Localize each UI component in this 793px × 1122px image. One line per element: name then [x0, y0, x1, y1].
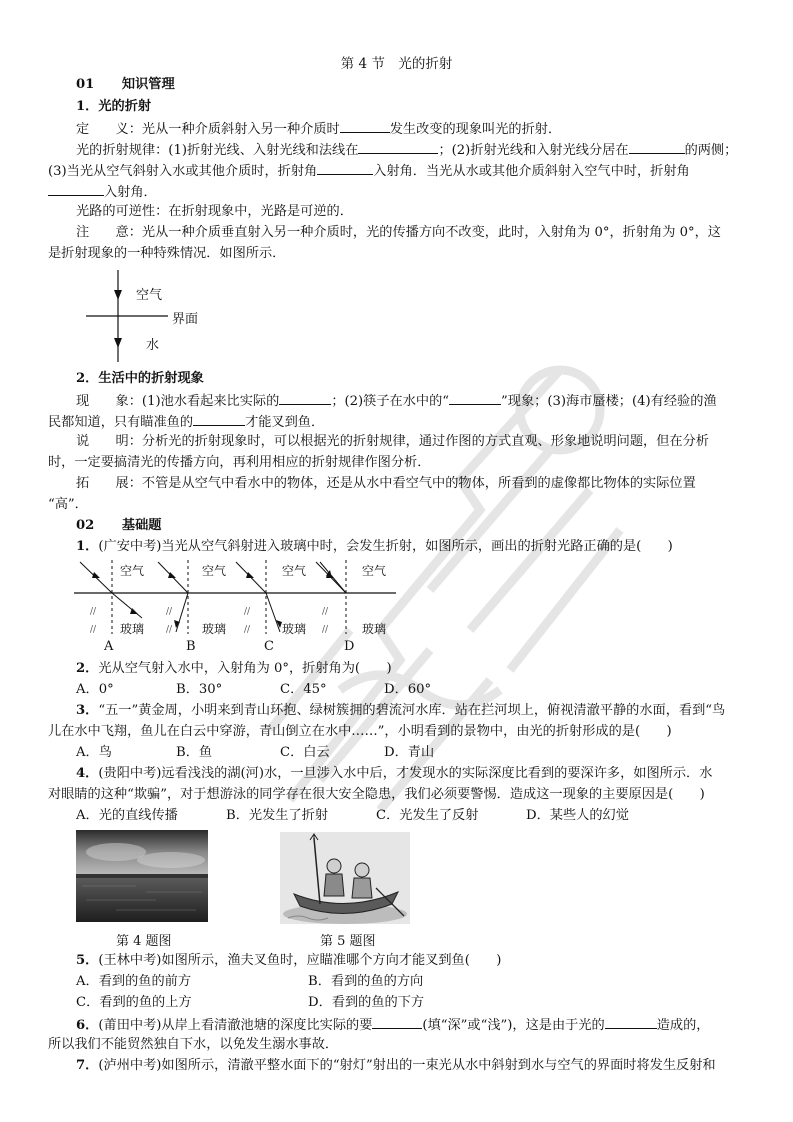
svg-text://: //: [244, 607, 251, 617]
q1-a-glass: 玻璃: [120, 622, 145, 636]
k1-law-line2: (3)当光从空气斜射入水或其他介质时，折射角 入射角．当光从水或其他介质斜射入空气中时，折射角: [48, 161, 690, 181]
q4-option-a[interactable]: A．光的直线传播: [76, 808, 178, 823]
q1-option-c[interactable]: C: [264, 639, 274, 654]
svg-text://: //: [244, 625, 251, 635]
q4-option-b[interactable]: B．光发生了折射: [226, 808, 329, 823]
svg-text://: //: [166, 625, 173, 635]
k1-note-line2: 是折射现象的一种特殊情况．如图所示．: [48, 246, 286, 261]
k1-definition: 定 义：光从一种介质斜射入另一种介质时 发生改变的现象叫光的折射．: [76, 119, 561, 139]
blank[interactable]: [317, 161, 373, 175]
k1-law-line3: 入射角．: [48, 182, 157, 202]
blank[interactable]: [372, 1015, 422, 1029]
q5-fisherman-illustration: [280, 832, 410, 924]
svg-text://: //: [90, 607, 97, 617]
q6-text-line2: 所以我们不能贸然独自下水，以免发生溺水事故．: [48, 1037, 339, 1052]
section-label: 基础题: [121, 518, 162, 533]
q1-d-air: 空气: [362, 564, 387, 578]
k2-extension-line1: 拓 展：不管是从空气中看水中的物体，还是从水中看空气中的物体，所看到的虚像都比物体的实际位置: [76, 476, 696, 491]
q1-panel-d: [316, 560, 346, 635]
blank[interactable]: [605, 1015, 657, 1029]
q4-lake-photo: [76, 830, 208, 922]
fig-label-interface: 界面: [172, 312, 199, 327]
q2-option-a[interactable]: A．0°: [76, 682, 114, 697]
q1-b-glass: 玻璃: [202, 622, 227, 636]
blank[interactable]: [48, 182, 104, 196]
q2-options: [76, 681, 431, 699]
k2-heading: 2．生活中的折射现象: [76, 371, 204, 386]
q4-option-d[interactable]: D．某些人的幻觉: [526, 808, 629, 823]
svg-text://: //: [166, 607, 173, 617]
q2-option-d[interactable]: D．60°: [384, 682, 432, 697]
k2-phenomena-line2: 民都知道，只有瞄准鱼的 才能叉到鱼．: [48, 412, 324, 432]
blank[interactable]: [358, 140, 438, 154]
q5-figure-caption: 第 5 题图: [320, 934, 376, 949]
q1-b-air: 空气: [202, 564, 227, 578]
k1-law-line1: 光的折射规律：(1)折射光线、入射光线和法线在 ；(2)折射光线和入射光线分居在 的两侧；: [76, 140, 737, 160]
q5-text: 5．(王林中考)如图所示，渔夫叉鱼时，应瞄准哪个方向才能叉到鱼( ): [76, 953, 502, 968]
q2-option-b[interactable]: B．30°: [176, 682, 223, 697]
q1-option-b[interactable]: B: [186, 639, 196, 654]
q5-options-row2: [76, 994, 424, 1012]
q2-text: 2．光从空气射入水中，入射角为 0°，折射角为( ): [76, 661, 392, 676]
q3-text-line1: 3．“五一”黄金周，小明来到青山环抱、绿树簇拥的碧流河水库．站在拦河坝上，俯视清澈平静的水面，看到“鸟: [76, 703, 726, 718]
q1-a-air: 空气: [120, 564, 145, 578]
q1-c-glass: 玻璃: [282, 622, 307, 636]
q3-option-a[interactable]: A．鸟: [76, 745, 112, 760]
q1-d-glass: 玻璃: [362, 622, 387, 636]
q5-option-b[interactable]: B．看到的鱼的方向: [308, 974, 424, 989]
q3-options: [76, 744, 434, 762]
svg-text://: //: [322, 607, 329, 617]
q4-text-line2: 对眼睛的这种“欺骗”，对于想游泳的同学存在很大安全隐患，我们必须要警惕．造成这一现象的主要原因是( ): [48, 787, 705, 802]
q4-text-line1: 4．(贵阳中考)远看浅浅的湖(河)水，一旦涉入水中后，才发现水的实际深度比看到的要深许多，如图所示．水: [76, 766, 713, 781]
k2-explain-line2: 时，一定要搞清光的传播方向，再利用相应的折射规律作图分析．: [48, 455, 431, 470]
k2-phenomena-line1: 现 象：(1)池水看起来比实际的 ；(2)筷子在水中的“ ”现象；(3)海市蜃楼；(4)有经验的渔: [76, 391, 717, 411]
q1-option-a[interactable]: A: [104, 639, 114, 654]
q5-options-row1: [76, 973, 423, 991]
blank[interactable]: [629, 140, 685, 154]
q1-option-d[interactable]: D: [344, 639, 355, 654]
svg-text://: //: [90, 625, 97, 635]
q3-option-c[interactable]: C．白云: [280, 745, 330, 760]
section-02-header: [76, 517, 161, 535]
blank[interactable]: [193, 412, 245, 426]
fig-label-water: 水: [146, 338, 160, 353]
q5-option-a[interactable]: A．看到的鱼的前方: [76, 974, 192, 989]
k2-extension-line2: “高”．: [48, 497, 88, 512]
blank[interactable]: [340, 119, 390, 133]
q6-text-line1: 6．(莆田中考)从岸上看清澈池塘的深度比实际的要 (填“深”或“浅”)，这是由于光的 造成的，: [76, 1015, 710, 1035]
section-number: 02: [76, 518, 95, 533]
q2-option-c[interactable]: C．45°: [280, 682, 327, 697]
blank[interactable]: [449, 391, 501, 405]
k1-reversibility: 光路的可逆性：在折射现象中，光路是可逆的．: [76, 204, 353, 219]
fig-label-air: 空气: [136, 288, 163, 303]
perpendicular-incidence-figure: [80, 266, 240, 366]
q1-panel-c: [236, 560, 282, 635]
q1-panel-b: [158, 560, 188, 635]
q7-text: 7．(泸州中考)如图所示，清澈平整水面下的“射灯”射出的一束光从水中斜射到水与空气的界面时将发生反射和: [76, 1058, 716, 1073]
q5-option-c[interactable]: C．看到的鱼的上方: [76, 995, 192, 1010]
k1-heading: 1．光的折射: [76, 99, 152, 114]
section-01-header: [76, 76, 175, 94]
section-number: 01: [76, 77, 95, 92]
q4-option-c[interactable]: C．光发生了反射: [376, 808, 479, 823]
q5-option-d[interactable]: D．看到的鱼的下方: [308, 995, 425, 1010]
q3-option-d[interactable]: D．青山: [384, 745, 435, 760]
q3-text-line2: 儿在水中飞翔，鱼儿在白云中穿游，青山倒立在水中……”，小明看到的景物中，由光的折射形成的是( ): [48, 724, 672, 739]
q3-option-b[interactable]: B．鱼: [176, 745, 213, 760]
k1-note-line1: 注 意：光从一种介质垂直射入另一种介质时，光的传播方向不改变，此时，入射角为 0°，折射角为 0°，这: [76, 225, 721, 240]
section-title: 第 4 节 光的折射: [340, 56, 453, 72]
q4-figure-caption: 第 4 题图: [116, 934, 172, 949]
blank[interactable]: [279, 391, 331, 405]
section-label: 知识管理: [121, 77, 175, 92]
svg-text://: //: [322, 625, 329, 635]
q1-c-air: 空气: [282, 564, 307, 578]
q1-text: 1．(广安中考)当光从空气斜射进入玻璃中时，会发生折射，如图所示，画出的折射光路正确的是( ): [76, 539, 673, 554]
q4-options: [76, 807, 629, 825]
k2-explain-line1: 说 明：分析光的折射现象时，可以根据光的折射规律，通过作图的方式直观、形象地说明问题，但在分析: [76, 434, 709, 449]
